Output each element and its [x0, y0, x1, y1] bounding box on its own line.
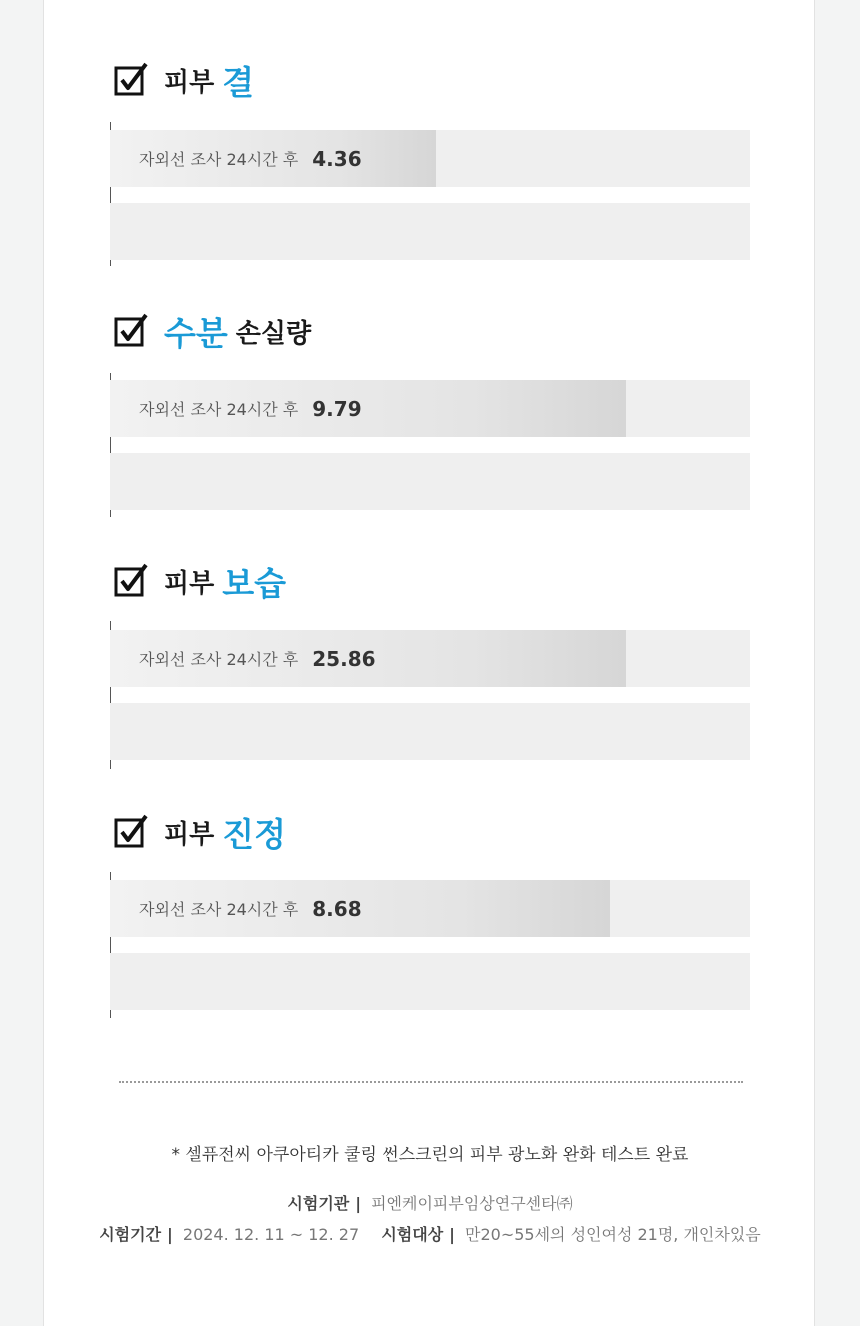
test-note: * 셀퓨전씨 아쿠아티카 쿨링 썬스크린의 피부 광노화 완화 테스트 완료	[171, 1145, 689, 1165]
section-heading	[114, 812, 286, 852]
separator: |	[355, 1194, 362, 1213]
heading-accent: 결	[222, 62, 255, 102]
heading-accent: 진정	[222, 814, 286, 854]
section-heading	[114, 60, 254, 100]
heading-accent: 수분	[164, 313, 228, 353]
separator: |	[167, 1225, 173, 1244]
institution-label: 시험기관	[287, 1194, 350, 1213]
bar-label	[139, 630, 376, 687]
bar-caption: 자외선 조사 24시간 후	[139, 400, 299, 419]
bar-track	[110, 130, 750, 187]
bar-track-empty	[110, 953, 750, 1010]
bar-track-empty	[110, 703, 750, 760]
subject-value: 만20~55세의 성인여성 21명, 개인차있음	[465, 1225, 761, 1244]
heading-plain: 피부	[164, 819, 215, 850]
checkbox-checked-icon	[114, 313, 150, 349]
content-card	[43, 0, 815, 1326]
bar-caption: 자외선 조사 24시간 후	[139, 900, 299, 919]
bar-caption: 자외선 조사 24시간 후	[139, 150, 299, 169]
checkbox-checked-icon	[114, 814, 150, 850]
bar-track-empty	[110, 203, 750, 260]
checkbox-checked-icon	[114, 62, 150, 98]
section-heading	[114, 561, 286, 601]
heading-suffix: 손실량	[235, 318, 312, 349]
institution-value: 피엔케이피부임상연구센타㈜	[371, 1194, 573, 1213]
bar-track	[110, 380, 750, 437]
period-label: 시험기간	[99, 1225, 162, 1244]
heading-plain: 피부	[164, 67, 215, 98]
bar-value: 8.68	[312, 896, 362, 921]
subject-label: 시험대상	[381, 1225, 444, 1244]
bar-track	[110, 630, 750, 687]
bar-value: 4.36	[312, 146, 362, 171]
dotted-divider	[119, 1081, 743, 1083]
bar-track	[110, 880, 750, 937]
bar-label	[139, 380, 362, 437]
bar-value: 25.86	[312, 646, 376, 671]
institution-line	[44, 1191, 816, 1214]
heading-plain: 피부	[164, 568, 215, 599]
section-heading	[114, 311, 311, 351]
bar-caption: 자외선 조사 24시간 후	[139, 650, 299, 669]
checkbox-checked-icon	[114, 563, 150, 599]
period-subject-line	[44, 1222, 816, 1245]
bar-label	[139, 130, 362, 187]
separator: |	[449, 1225, 455, 1244]
bar-value: 9.79	[312, 396, 362, 421]
heading-accent: 보습	[222, 563, 286, 603]
period-value: 2024. 12. 11 ~ 12. 27	[182, 1225, 360, 1244]
bar-track-empty	[110, 453, 750, 510]
bar-label	[139, 880, 362, 937]
